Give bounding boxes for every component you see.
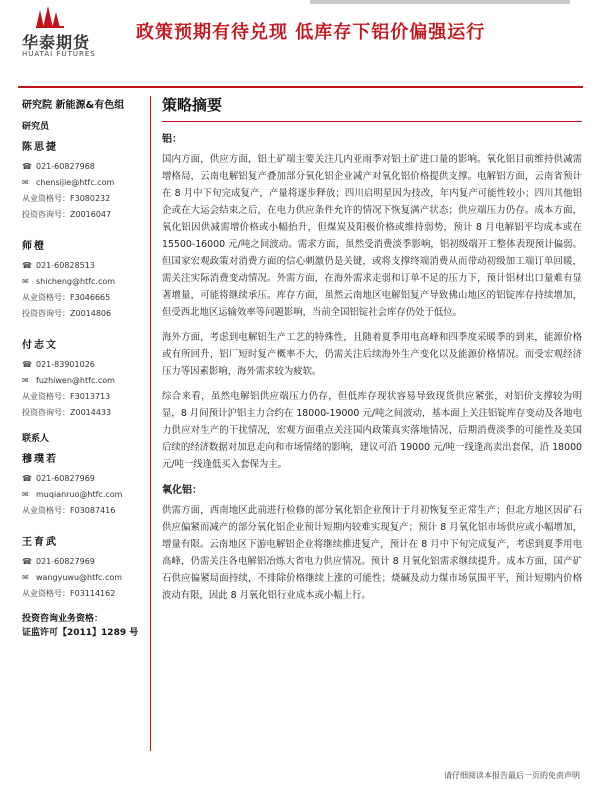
department-label: 研究院 新能源&有色组 bbox=[22, 100, 125, 111]
email-link[interactable]: shicheng@htfc.com bbox=[36, 277, 116, 286]
paragraph: 海外方面，考虑到电解铝生产工艺的特殊性，且随着夏季用电高峰和四季度采暖季的到来，能源价格或有所回升，铝厂短时复产概率不大，仍需关注后续海外生产变化以及能源价格情况。而受宏观经济压力等因素影响，海外需求较为疲软。 bbox=[162, 332, 582, 377]
researcher-name: 付志文 bbox=[22, 340, 58, 351]
phone-icon: ☎ bbox=[22, 474, 32, 483]
contact-card bbox=[22, 533, 150, 602]
license-number: 从业资格号：F3013713 bbox=[22, 392, 111, 401]
email-icon: ✉ bbox=[22, 376, 29, 385]
logo-text-en: HUATAI FUTURES bbox=[22, 50, 96, 58]
license-number: 从业资格号：F3046665 bbox=[22, 293, 111, 302]
page-title: 政策预期有待兑现 低库存下铝价偏强运行 bbox=[136, 22, 486, 43]
license-value: 证监许可【2011】1289 号 bbox=[22, 628, 139, 638]
email-icon: ✉ bbox=[22, 490, 29, 499]
phone-icon: ☎ bbox=[22, 360, 32, 369]
main-content bbox=[162, 94, 582, 612]
phone-number: 021-60827968 bbox=[36, 162, 95, 171]
phone-number: 021-60828513 bbox=[36, 261, 95, 270]
section-divider bbox=[162, 121, 582, 122]
email-icon: ✉ bbox=[22, 178, 29, 187]
researcher-name: 陈思捷 bbox=[22, 142, 58, 153]
researcher-card bbox=[22, 336, 150, 421]
paragraph: 国内方面，供应方面，铝土矿端主要关注几内亚雨季对铝土矿进口量的影响。氧化铝目前维持供减需增格局，云南电解铝复产叠加部分氧化铝企业减产对氧化铝价格提供支撑。电解铝方面，云南省预计在 8 月中下旬完成复产，产量将逐步释放；四川启明星因为技改，年内复产可能性较小；四川其他铝企或在大运会结束之后，在电力供应条件允许的情况下恢复满产状态；供应端压力仍存。成本方面，氧化铝因供减需增价格或小幅抬升，但煤炭及阳极价格或维持弱势，预计 8 月电解铝平均成本或在 15500-16000 元/吨之间波动。需求方面，虽然受消费淡季影响，铝初级端开工整体表现预计偏弱。但国家宏观政策对消费方面的信心刺激仍是关键，或将支撑终端消费从而带动初级加工端订单回暖，需关注实际消费变动情况。外需方面，在海外需求走弱和订单不足的压力下，预计铝材出口量难有显著增量，可能将继续承压。库存方面，虽然云南地区电解铝复产导致佛山地区的铝锭库存持续增加，但受西北地区运输效率等问题影响，当前全国铝锭社会库存仍处于低位。 bbox=[162, 154, 582, 318]
license-block bbox=[22, 612, 150, 640]
researcher-card bbox=[22, 138, 150, 223]
top-gray-bar bbox=[310, 0, 570, 4]
researcher-name: 师橙 bbox=[22, 241, 46, 252]
sidebar bbox=[22, 96, 150, 640]
license-number: 从业资格号：F3080232 bbox=[22, 194, 111, 203]
aluminum-heading: 铝： bbox=[162, 134, 182, 145]
huatai-logo-icon bbox=[36, 4, 64, 28]
page-header bbox=[0, 0, 600, 82]
header-divider bbox=[18, 86, 583, 88]
contacts-label: 联系人 bbox=[22, 434, 50, 444]
phone-number: 021-60827969 bbox=[36, 474, 95, 483]
researchers-label: 研究员 bbox=[22, 122, 50, 132]
phone-icon: ☎ bbox=[22, 162, 32, 171]
phone-number: 021-60827969 bbox=[36, 557, 95, 566]
contact-name: 王育武 bbox=[22, 537, 58, 548]
license-number: 从业资格号：F03114162 bbox=[22, 589, 116, 598]
alumina-heading: 氧化铝： bbox=[162, 485, 202, 496]
license-number: 从业资格号：F03087416 bbox=[22, 506, 116, 515]
email-link[interactable]: muqianruo@htfc.com bbox=[36, 490, 123, 499]
paragraph: 综合来看，虽然电解铝供应端压力仍存，但低库存现状容易导致现货供应紧张，对铝价支撑较为明显，8 月间预计沪铝主力合约在 18000-19000 元/吨之间波动，基本面上关注铝锭库存变动及各地电力供应对生产的干扰情况，宏观方面重点关注国内政策真实落地情况、后期消费淡季的可能性及美国后续的经济数据对加息走向和市场情绪的影响，建议可沿 19000 元/吨一线逢高卖出套保，沿 18000 元/吨一线逢低买入套保为主。 bbox=[162, 391, 582, 470]
email-icon: ✉ bbox=[22, 277, 29, 286]
section-title: 策略摘要 bbox=[162, 96, 223, 114]
invest-number: 投资咨询号：Z0014433 bbox=[22, 408, 112, 417]
email-icon: ✉ bbox=[22, 573, 29, 582]
email-link[interactable]: chensijie@htfc.com bbox=[36, 178, 115, 187]
paragraph: 供需方面，西南地区此前进行检修的部分氧化铝企业预计于月初恢复至正常生产；但北方地区因矿石供应偏紧而减产的部分氧化铝企业预计短期内较难实现复产；预计 8 月氧化铝市场供应或小幅增加，增量有限。云南地区下游电解铝企业将继续推进复产，预计在 8 月中下旬完成复产，考虑到夏季用电高峰，仍需关注各电解铝冶炼大省电力供应情况。预计 8 月氧化铝需求继续提升。成本方面，国产矿石供应偏紧局面持续，不排除价格继续上涨的可能性；烧碱及动力煤市场氛围平平，预计短期内价格波动有限，因此 8 月氧化铝行业成本或小幅上行。 bbox=[162, 505, 582, 601]
phone-icon: ☎ bbox=[22, 261, 32, 270]
contact-card bbox=[22, 450, 150, 519]
invest-number: 投资咨询号：Z0016047 bbox=[22, 210, 112, 219]
phone-icon: ☎ bbox=[22, 557, 32, 566]
logo-text-cn: 华泰期货 bbox=[22, 33, 91, 52]
researcher-card bbox=[22, 237, 150, 322]
sidebar-divider bbox=[150, 96, 151, 751]
disclaimer-note: 请仔细阅读本报告最后一页的免责声明 bbox=[444, 771, 580, 780]
contact-name: 穆璞若 bbox=[22, 454, 58, 465]
email-link[interactable]: fuzhiwen@htfc.com bbox=[36, 376, 115, 385]
license-title: 投资咨询业务资格： bbox=[22, 614, 104, 624]
email-link[interactable]: wangyuwu@htfc.com bbox=[36, 573, 123, 582]
phone-number: 021-83901026 bbox=[36, 360, 95, 369]
invest-number: 投资咨询号：Z0014806 bbox=[22, 309, 112, 318]
